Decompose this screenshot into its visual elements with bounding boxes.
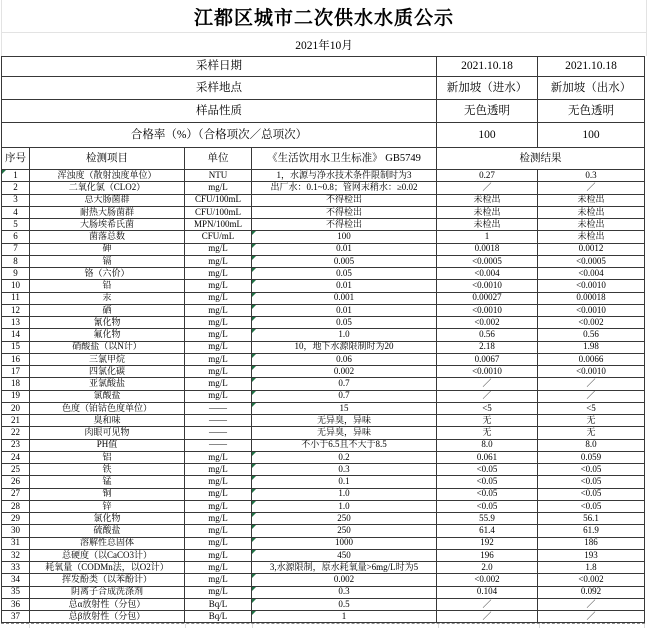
result-outlet-cell[interactable]: <0.002 [538,574,645,586]
table-row [2,231,645,243]
result-outlet-cell[interactable]: 0.0012 [538,243,645,255]
seq-cell[interactable]: 28 [2,500,30,512]
item-cell[interactable]: 铅 [30,280,185,292]
standard-cell[interactable]: 15 [252,402,437,414]
table-row [2,170,645,182]
item-cell[interactable]: 砷 [30,243,185,255]
result-outlet-cell[interactable]: 0.56 [538,329,645,341]
seq-cell[interactable]: 1 [2,170,30,182]
unit-cell[interactable]: mg/L [185,525,252,537]
result-inlet-cell[interactable]: 0.0067 [437,353,538,365]
standard-cell[interactable]: 0.002 [252,366,437,378]
standard-cell[interactable]: 100 [252,231,437,243]
col-header-standard[interactable]: 《生活饮用水卫生标准》 GB5749 [252,148,437,170]
standard-cell[interactable]: 0.001 [252,292,437,304]
result-outlet-cell[interactable]: ／ [538,598,645,610]
seq-cell[interactable]: 7 [2,243,30,255]
result-inlet-cell[interactable]: 0.061 [437,451,538,463]
result-inlet-cell[interactable]: <0.004 [437,268,538,280]
sample-nature-label-cell[interactable]: 样品性质 [2,100,437,123]
table-row [2,513,645,525]
item-cell[interactable]: 总大肠菌群 [30,194,185,206]
seq-cell[interactable]: 11 [2,292,30,304]
seq-cell[interactable]: 4 [2,206,30,218]
sampling-site-value1-cell[interactable]: 新加坡（进水） [437,77,538,100]
standard-cell[interactable]: 0.01 [252,243,437,255]
item-cell[interactable]: 总α放射性（分包） [30,598,185,610]
seq-cell[interactable]: 5 [2,219,30,231]
table-row [2,268,645,280]
unit-cell[interactable]: —— [185,439,252,451]
result-outlet-cell[interactable]: <5 [538,402,645,414]
table-row [2,537,645,549]
item-cell[interactable]: 浑浊度（散射浊度单位） [30,170,185,182]
table-row [2,562,645,574]
report-month-cell[interactable] [1,33,647,56]
result-outlet-cell[interactable]: 未检出 [538,194,645,206]
seq-cell[interactable]: 15 [2,341,30,353]
result-outlet-cell[interactable]: 61.9 [538,525,645,537]
standard-cell[interactable]: 10，地下水源限制时为20 [252,341,437,353]
table-row [2,317,645,329]
notice-title-cell[interactable] [1,0,647,33]
table-row [2,586,645,598]
standard-cell[interactable]: 0.002 [252,574,437,586]
table-row [2,500,645,512]
seq-cell[interactable]: 23 [2,439,30,451]
item-cell[interactable]: 溶解性总固体 [30,537,185,549]
seq-cell[interactable]: 17 [2,366,30,378]
table-row [2,598,645,610]
result-inlet-cell[interactable]: 196 [437,549,538,561]
result-inlet-cell[interactable]: 未检出 [437,206,538,218]
unit-cell[interactable]: mg/L [185,366,252,378]
result-inlet-cell[interactable]: <0.05 [437,500,538,512]
result-outlet-cell[interactable]: 0.3 [538,170,645,182]
result-outlet-cell[interactable]: 未检出 [538,206,645,218]
standard-cell[interactable]: 3,水源限制，原水耗氧量>6mg/L时为5 [252,562,437,574]
pass-rate-value1-cell[interactable]: 100 [437,123,538,148]
seq-cell[interactable]: 30 [2,525,30,537]
item-cell[interactable]: 氟化物 [30,329,185,341]
result-outlet-cell[interactable]: 无 [538,427,645,439]
standard-cell[interactable]: 无异臭，异味 [252,427,437,439]
result-inlet-cell[interactable]: 192 [437,537,538,549]
standard-cell[interactable]: 0.7 [252,378,437,390]
item-cell[interactable]: PH值 [30,439,185,451]
standard-cell[interactable]: 不小于6.5且不大于8.5 [252,439,437,451]
result-outlet-cell[interactable]: 0.0066 [538,353,645,365]
seq-cell[interactable]: 20 [2,402,30,414]
table-row [2,390,645,402]
seq-cell[interactable]: 36 [2,598,30,610]
seq-cell[interactable]: 21 [2,415,30,427]
result-inlet-cell[interactable]: 2.0 [437,562,538,574]
pass-rate-label-cell[interactable]: 合格率（%）（合格项次／总项次） [2,123,437,148]
sample-nature-value1-cell[interactable]: 无色透明 [437,100,538,123]
col-header-result[interactable]: 检测结果 [437,148,645,170]
column-header-row [2,148,645,170]
result-inlet-cell[interactable]: 0.27 [437,170,538,182]
item-cell[interactable]: 挥发酚类（以苯酚计） [30,574,185,586]
unit-cell[interactable]: mg/L [185,378,252,390]
unit-cell[interactable]: mg/L [185,182,252,194]
item-cell[interactable]: 铁 [30,464,185,476]
table-row [2,451,645,463]
result-outlet-cell[interactable]: 0.092 [538,586,645,598]
table-row [2,243,645,255]
unit-cell[interactable]: mg/L [185,464,252,476]
result-inlet-cell[interactable]: 0.56 [437,329,538,341]
item-cell[interactable]: 耗氧量（CODMn法，以O2计） [30,562,185,574]
item-cell[interactable]: 铜 [30,488,185,500]
gridline-continuation [1,624,645,628]
unit-cell[interactable]: CFU/100mL [185,206,252,218]
table-row [2,366,645,378]
item-cell[interactable]: 肉眼可见物 [30,427,185,439]
item-cell[interactable]: 硫酸盐 [30,525,185,537]
result-inlet-cell[interactable]: <0.05 [437,464,538,476]
standard-cell[interactable]: 450 [252,549,437,561]
standard-cell[interactable]: 出厂水：0.1~0.8；管网末稍水：≥0.02 [252,182,437,194]
unit-cell[interactable]: —— [185,415,252,427]
seq-cell[interactable]: 29 [2,513,30,525]
result-inlet-cell[interactable]: 0.0018 [437,243,538,255]
seq-cell[interactable]: 37 [2,611,30,623]
seq-cell[interactable]: 10 [2,280,30,292]
table-body [2,170,645,623]
item-cell[interactable]: 氰化物 [30,317,185,329]
unit-cell[interactable]: mg/L [185,513,252,525]
unit-cell[interactable]: mg/L [185,341,252,353]
item-cell[interactable]: 大肠埃希氏菌 [30,219,185,231]
unit-cell[interactable]: mg/L [185,390,252,402]
table-row [2,439,645,451]
seq-cell[interactable]: 8 [2,255,30,267]
result-inlet-cell[interactable]: 0.00027 [437,292,538,304]
unit-cell[interactable]: mg/L [185,537,252,549]
result-inlet-cell[interactable]: ／ [437,598,538,610]
result-inlet-cell[interactable]: <0.0010 [437,304,538,316]
item-cell[interactable]: 阴离子合成洗涤剂 [30,586,185,598]
unit-cell[interactable]: mg/L [185,268,252,280]
table-head-section [2,57,645,170]
seq-cell[interactable]: 18 [2,378,30,390]
standard-cell[interactable]: 0.3 [252,464,437,476]
result-inlet-cell[interactable]: <0.05 [437,488,538,500]
result-outlet-cell[interactable]: 1.8 [538,562,645,574]
result-outlet-cell[interactable]: ／ [538,182,645,194]
unit-cell[interactable]: mg/L [185,500,252,512]
item-cell[interactable]: 硒 [30,304,185,316]
table-row [2,427,645,439]
table-row [2,549,645,561]
item-cell[interactable]: 汞 [30,292,185,304]
table-row [2,341,645,353]
item-cell[interactable]: 镉 [30,255,185,267]
unit-cell[interactable]: mg/L [185,586,252,598]
result-outlet-cell[interactable]: <0.05 [538,476,645,488]
item-cell[interactable]: 臭和味 [30,415,185,427]
seq-cell[interactable]: 9 [2,268,30,280]
item-cell[interactable]: 总β放射性（分包） [30,611,185,623]
seq-cell[interactable]: 31 [2,537,30,549]
sample-nature-value2-cell[interactable]: 无色透明 [538,100,645,123]
table-row [2,219,645,231]
unit-cell[interactable]: mg/L [185,280,252,292]
table-row [2,402,645,414]
seq-cell[interactable]: 3 [2,194,30,206]
unit-cell[interactable]: mg/L [185,353,252,365]
item-cell[interactable]: 铝 [30,451,185,463]
seq-cell[interactable]: 16 [2,353,30,365]
result-outlet-cell[interactable]: 0.00018 [538,292,645,304]
standard-cell[interactable]: 0.06 [252,353,437,365]
result-outlet-cell[interactable]: 未检出 [538,219,645,231]
unit-cell[interactable]: mg/L [185,574,252,586]
table-row [2,182,645,194]
item-cell[interactable]: 总硬度（以CaCO3计） [30,549,185,561]
standard-cell[interactable]: 不得检出 [252,194,437,206]
seq-cell[interactable]: 26 [2,476,30,488]
result-outlet-cell[interactable]: <0.002 [538,317,645,329]
standard-cell[interactable]: 1 [252,611,437,623]
table-row [2,476,645,488]
table-row [2,415,645,427]
result-inlet-cell[interactable]: <0.002 [437,317,538,329]
table-row [2,194,645,206]
result-inlet-cell[interactable]: 未检出 [437,194,538,206]
page-title: 江都区城市二次供水水质公示 [193,7,454,29]
result-outlet-cell[interactable]: <0.004 [538,268,645,280]
standard-cell[interactable]: 250 [252,513,437,525]
result-outlet-cell[interactable]: 1.98 [538,341,645,353]
item-cell[interactable]: 锰 [30,476,185,488]
item-cell[interactable]: 锌 [30,500,185,512]
unit-cell[interactable]: mg/L [185,476,252,488]
water-quality-table [1,56,645,623]
result-outlet-cell[interactable]: 56.1 [538,513,645,525]
standard-cell[interactable]: 不得检出 [252,206,437,218]
standard-cell[interactable]: 0.01 [252,304,437,316]
item-cell[interactable]: 氯酸盐 [30,390,185,402]
standard-cell[interactable]: 无异臭，异味 [252,415,437,427]
result-inlet-cell[interactable]: <0.0010 [437,280,538,292]
seq-cell[interactable]: 6 [2,231,30,243]
sampling-date-row [2,57,645,77]
unit-cell[interactable]: mg/L [185,451,252,463]
unit-cell[interactable]: CFU/100mL [185,194,252,206]
seq-cell[interactable]: 24 [2,451,30,463]
pass-rate-row [2,123,645,148]
table-row [2,304,645,316]
standard-cell[interactable]: 1，水源与净水技术条件限制时为3 [252,170,437,182]
table-row [2,353,645,365]
seq-cell[interactable]: 35 [2,586,30,598]
item-cell[interactable]: 亚氯酸盐 [30,378,185,390]
table-row [2,378,645,390]
standard-cell[interactable]: 0.3 [252,586,437,598]
result-outlet-cell[interactable]: 0.059 [538,451,645,463]
unit-cell[interactable]: —— [185,427,252,439]
result-inlet-cell[interactable]: 0.104 [437,586,538,598]
result-inlet-cell[interactable]: <0.05 [437,476,538,488]
table-row [2,329,645,341]
unit-cell[interactable]: NTU [185,170,252,182]
result-inlet-cell[interactable]: 无 [437,427,538,439]
pass-rate-value2-cell[interactable]: 100 [538,123,645,148]
result-outlet-cell[interactable]: <0.05 [538,500,645,512]
col-header-item[interactable]: 检测项目 [30,148,185,170]
item-cell[interactable]: 色度（铂钴色度单位） [30,402,185,414]
standard-cell[interactable]: 1.0 [252,488,437,500]
unit-cell[interactable]: mg/L [185,562,252,574]
seq-cell[interactable]: 12 [2,304,30,316]
result-outlet-cell[interactable]: 186 [538,537,645,549]
result-inlet-cell[interactable]: 无 [437,415,538,427]
result-outlet-cell[interactable]: <0.0010 [538,366,645,378]
result-outlet-cell[interactable]: <0.0010 [538,280,645,292]
result-inlet-cell[interactable]: 8.0 [437,439,538,451]
standard-cell[interactable]: 0.2 [252,451,437,463]
result-outlet-cell[interactable]: 未检出 [538,231,645,243]
sampling-date-value1-cell[interactable]: 2021.10.18 [437,57,538,77]
item-cell[interactable]: 四氯化碳 [30,366,185,378]
seq-cell[interactable]: 22 [2,427,30,439]
unit-cell[interactable]: mg/L [185,329,252,341]
unit-cell[interactable]: mg/L [185,292,252,304]
unit-cell[interactable]: mg/L [185,488,252,500]
unit-cell[interactable]: mg/L [185,317,252,329]
standard-cell[interactable]: 0.005 [252,255,437,267]
col-header-unit[interactable]: 单位 [185,148,252,170]
standard-cell[interactable]: 0.7 [252,390,437,402]
table-row [2,464,645,476]
unit-cell[interactable]: —— [185,402,252,414]
standard-cell[interactable]: 0.5 [252,598,437,610]
result-inlet-cell[interactable]: ／ [437,390,538,402]
sampling-site-label-cell[interactable]: 采样地点 [2,77,437,100]
result-outlet-cell[interactable]: 8.0 [538,439,645,451]
table-row [2,574,645,586]
unit-cell[interactable]: mg/L [185,243,252,255]
unit-cell[interactable]: Bq/L [185,611,252,623]
result-inlet-cell[interactable]: ／ [437,378,538,390]
unit-cell[interactable]: MPN/100mL [185,219,252,231]
item-cell[interactable]: 三氯甲烷 [30,353,185,365]
seq-cell[interactable]: 14 [2,329,30,341]
item-cell[interactable]: 硝酸盐（以N计） [30,341,185,353]
unit-cell[interactable]: CFU/mL [185,231,252,243]
result-outlet-cell[interactable]: <0.0010 [538,304,645,316]
seq-cell[interactable]: 27 [2,488,30,500]
unit-cell[interactable]: Bq/L [185,598,252,610]
standard-cell[interactable]: 0.01 [252,280,437,292]
result-inlet-cell[interactable]: <0.0010 [437,366,538,378]
result-inlet-cell[interactable]: ／ [437,182,538,194]
result-outlet-cell[interactable]: 193 [538,549,645,561]
seq-cell[interactable]: 32 [2,549,30,561]
table-row [2,255,645,267]
item-cell[interactable]: 二氧化氯（CLO2） [30,182,185,194]
table-row [2,488,645,500]
table-row [2,525,645,537]
result-inlet-cell[interactable]: 1 [437,231,538,243]
result-outlet-cell[interactable]: ／ [538,611,645,623]
table-row [2,206,645,218]
unit-cell[interactable]: mg/L [185,304,252,316]
result-outlet-cell[interactable]: <0.0005 [538,255,645,267]
report-month: 2021年10月 [295,39,353,52]
sampling-site-value2-cell[interactable]: 新加坡（出水） [538,77,645,100]
sampling-date-value2-cell[interactable]: 2021.10.18 [538,57,645,77]
seq-cell[interactable]: 25 [2,464,30,476]
sample-nature-row [2,100,645,123]
standard-cell[interactable]: 0.05 [252,317,437,329]
item-cell[interactable]: 菌落总数 [30,231,185,243]
table-row [2,611,645,623]
standard-cell[interactable]: 不得检出 [252,219,437,231]
seq-cell[interactable]: 33 [2,562,30,574]
result-outlet-cell[interactable]: ／ [538,378,645,390]
table-row [2,280,645,292]
sampling-site-row [2,77,645,100]
result-outlet-cell[interactable]: <0.05 [538,464,645,476]
result-outlet-cell[interactable]: <0.05 [538,488,645,500]
result-inlet-cell[interactable]: 未检出 [437,219,538,231]
item-cell[interactable]: 铬（六价） [30,268,185,280]
result-inlet-cell[interactable]: <0.0005 [437,255,538,267]
seq-cell[interactable]: 2 [2,182,30,194]
col-header-seq[interactable]: 序号 [2,148,30,170]
standard-cell[interactable]: 0.1 [252,476,437,488]
result-inlet-cell[interactable]: 55.9 [437,513,538,525]
standard-cell[interactable]: 250 [252,525,437,537]
item-cell[interactable]: 氯化物 [30,513,185,525]
standard-cell[interactable]: 1.0 [252,500,437,512]
seq-cell[interactable]: 34 [2,574,30,586]
result-inlet-cell[interactable]: ／ [437,611,538,623]
result-outlet-cell[interactable]: ／ [538,390,645,402]
standard-cell[interactable]: 0.05 [252,268,437,280]
item-cell[interactable]: 耐热大肠菌群 [30,206,185,218]
unit-cell[interactable]: mg/L [185,549,252,561]
sampling-date-label-cell[interactable]: 采样日期 [2,57,437,77]
result-inlet-cell[interactable]: 61.4 [437,525,538,537]
seq-cell[interactable]: 19 [2,390,30,402]
result-inlet-cell[interactable]: <0.002 [437,574,538,586]
standard-cell[interactable]: 1.0 [252,329,437,341]
table-row [2,292,645,304]
unit-cell[interactable]: mg/L [185,255,252,267]
standard-cell[interactable]: 1000 [252,537,437,549]
result-inlet-cell[interactable]: 2.18 [437,341,538,353]
result-inlet-cell[interactable]: <5 [437,402,538,414]
seq-cell[interactable]: 13 [2,317,30,329]
result-outlet-cell[interactable]: 无 [538,415,645,427]
